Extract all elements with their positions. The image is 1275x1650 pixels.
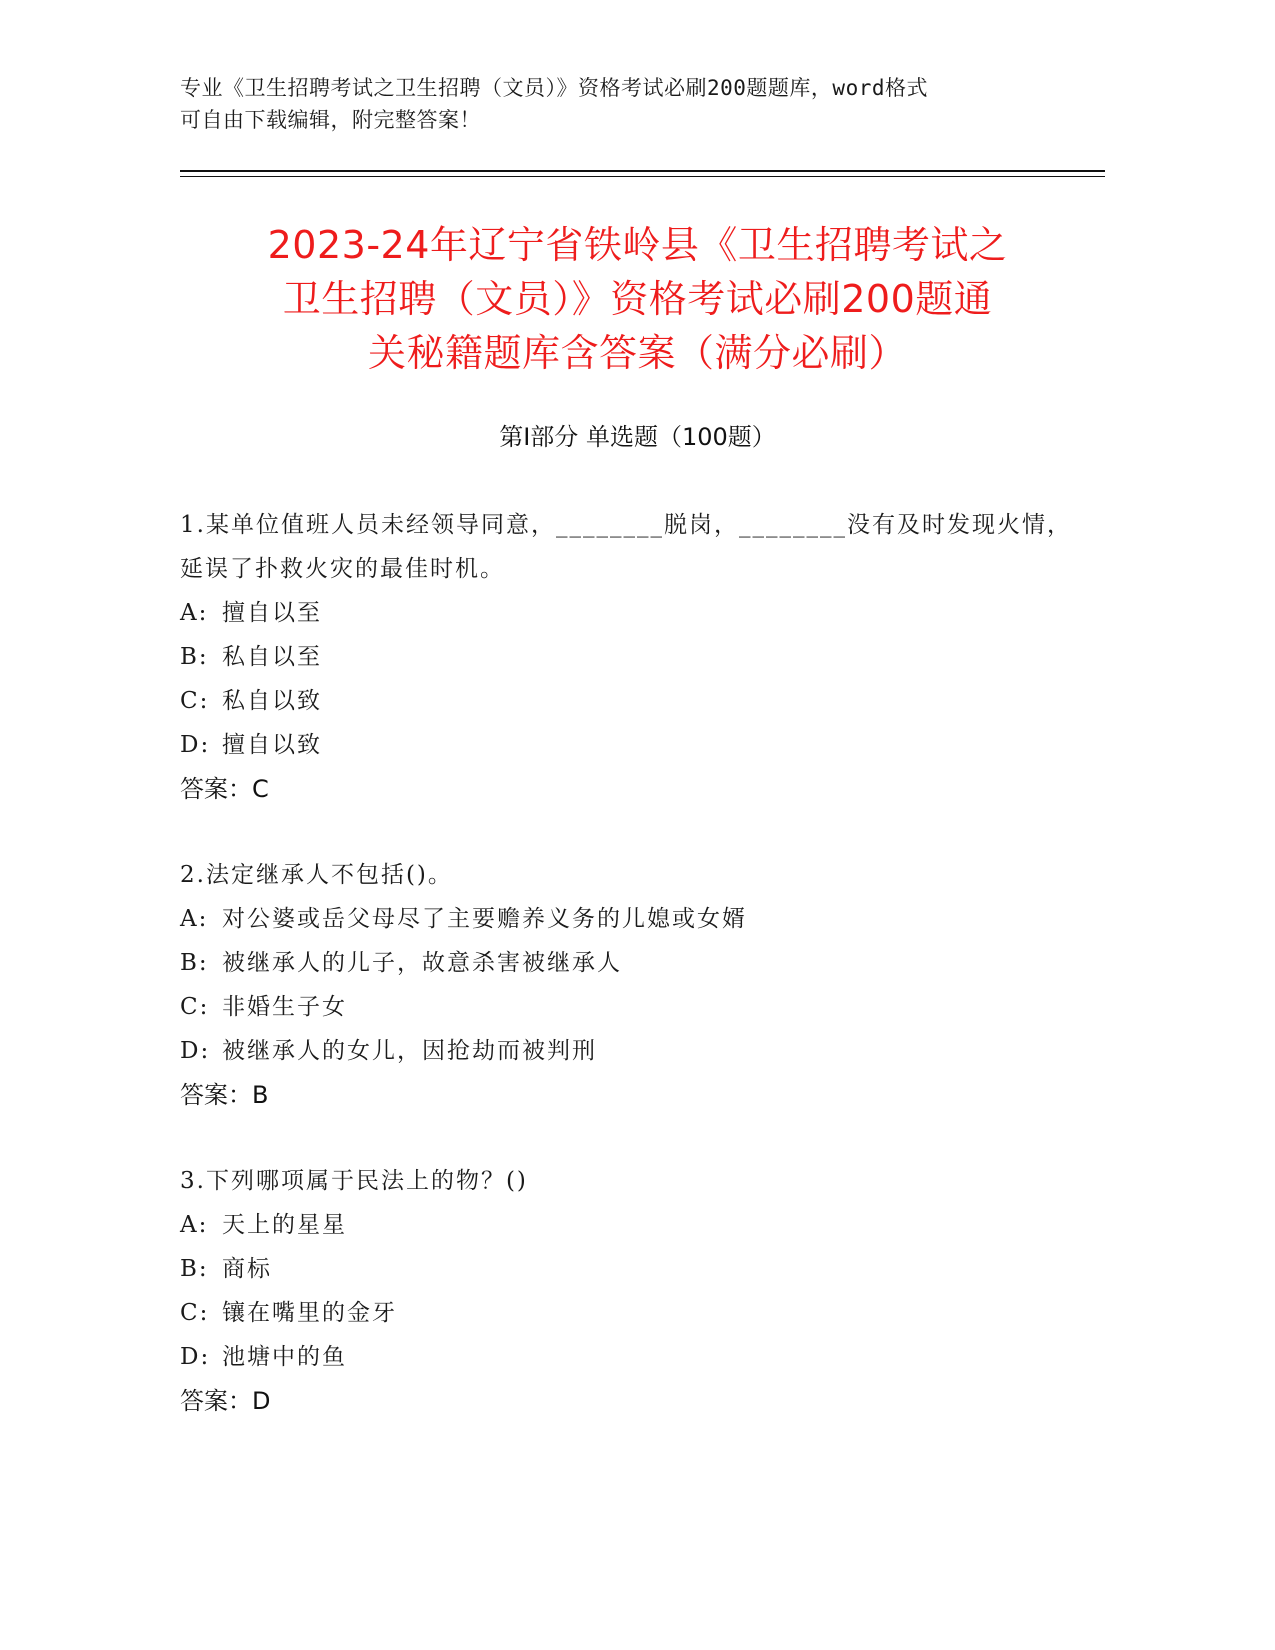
option-letter: A: [180, 600, 209, 626]
option-text: 对公婆或岳父母尽了主要赡养义务的儿媳或女婿 [222, 906, 747, 932]
option-text: 被继承人的儿子，故意杀害被继承人 [222, 950, 622, 976]
option-letter: D: [180, 1038, 211, 1064]
option-b [180, 1247, 1080, 1291]
option-letter: A: [180, 906, 209, 932]
option-d [180, 723, 1080, 767]
answer-line: 答案：B [180, 1081, 269, 1109]
option-text: 天上的星星 [222, 1212, 347, 1238]
option-c [180, 1291, 1080, 1335]
option-text: 商标 [222, 1256, 272, 1282]
option-letter: C: [180, 994, 210, 1020]
option-a [180, 591, 1080, 635]
header-note-line2: 可自由下载编辑，附完整答案！ [180, 108, 481, 132]
option-letter: C: [180, 688, 210, 714]
question-stem: 2.法定继承人不包括()。 [180, 862, 453, 888]
option-letter: D: [180, 1344, 211, 1370]
header-rule-thin [180, 176, 1105, 177]
option-letter: B: [180, 644, 209, 670]
option-letter: A: [180, 1212, 209, 1238]
question-1 [180, 503, 1080, 811]
option-c [180, 679, 1080, 723]
title-line3: 关秘籍题库含答案（满分必刷） [367, 331, 907, 375]
answer-line: 答案：C [180, 775, 269, 803]
header-note-line1: 专业《卫生招聘考试之卫生招聘（文员）》资格考试必刷200题题库，word格式 [180, 76, 928, 100]
answer-line: 答案：D [180, 1387, 271, 1415]
option-text: 私自以至 [222, 644, 322, 670]
option-letter: D: [180, 732, 211, 758]
question-stem: 3.下列哪项属于民法上的物？() [180, 1168, 528, 1194]
option-b [180, 635, 1080, 679]
option-text: 擅自以致 [222, 732, 322, 758]
option-a [180, 897, 1080, 941]
section-heading: 第Ⅰ部分 单选题（100题） [499, 423, 776, 451]
option-text: 被继承人的女儿，因抢劫而被判刑 [222, 1038, 597, 1064]
title-line1: 2023-24年辽宁省铁岭县《卫生招聘考试之 [267, 223, 1008, 267]
option-text: 非婚生子女 [222, 994, 347, 1020]
question-list [180, 503, 1080, 1465]
question-stem: 1.某单位值班人员未经领导同意，________脱岗，________没有及时发现火情，延误了扑救火灾的最佳时机。 [180, 512, 1072, 582]
question-2 [180, 853, 1080, 1117]
header-rule-thick [180, 170, 1105, 172]
option-letter: B: [180, 950, 209, 976]
option-text: 池塘中的鱼 [222, 1344, 347, 1370]
option-c [180, 985, 1080, 1029]
header-note [180, 72, 1040, 136]
option-d [180, 1029, 1080, 1073]
option-text: 镶在嘴里的金牙 [222, 1300, 397, 1326]
option-text: 私自以致 [222, 688, 322, 714]
title-line2: 卫生招聘（文员）》资格考试必刷200题通 [282, 277, 993, 321]
option-text: 擅自以至 [222, 600, 322, 626]
option-a [180, 1203, 1080, 1247]
option-letter: B: [180, 1256, 209, 1282]
question-3 [180, 1159, 1080, 1423]
document-title [150, 218, 1125, 380]
option-d [180, 1335, 1080, 1379]
option-b [180, 941, 1080, 985]
option-letter: C: [180, 1300, 210, 1326]
